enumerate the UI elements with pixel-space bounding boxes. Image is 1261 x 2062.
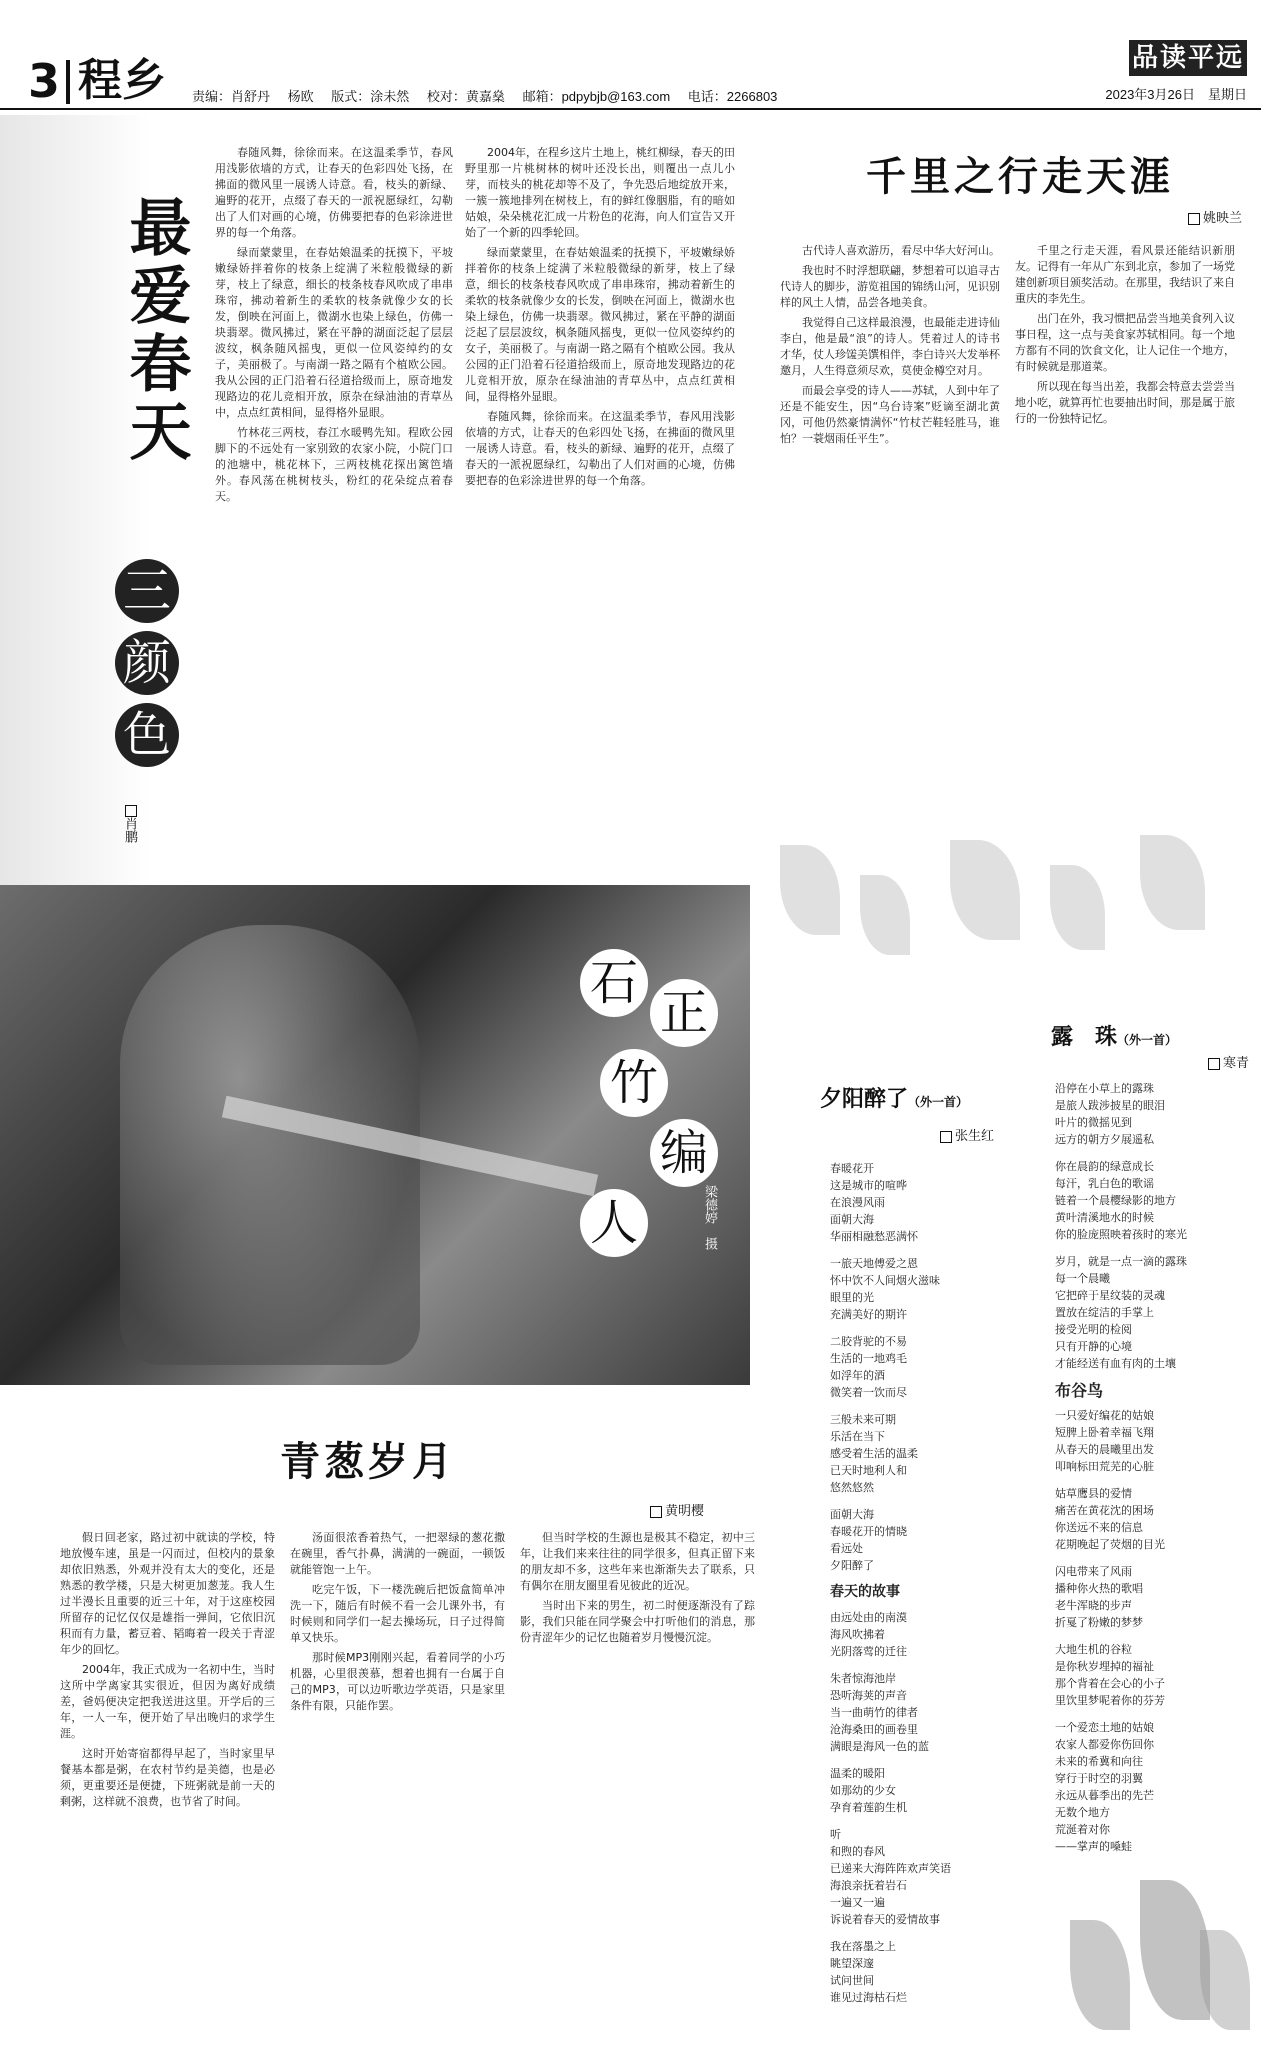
credit-layout: 版式：涂未然 (331, 89, 410, 104)
author-name: 黄明樱 (665, 1504, 705, 1519)
byline-marker (940, 1131, 952, 1143)
poem-body (1055, 1080, 1250, 1865)
paragraph: 我觉得自己这样最浪漫，也最能走进诗仙李白，他是最“浪”的诗人。凭着过人的诗书才华，仗人珍馐美馔相伴，李白诗兴大发举杯邀月，人生得意须尽欢，莫使金樽空对月。 (780, 316, 1000, 377)
decorative-plants (1060, 1860, 1255, 2055)
article-column-1 (60, 1530, 275, 2045)
paragraph: 当时出下来的男生，初二时便逐渐没有了踪影，我们只能在同学聚会中打听他们的消息，那份青涩年少的记忆也随着岁月慢慢沉淀。 (520, 1599, 755, 1644)
paragraph: 那时候MP3刚刚兴起，看着同学的小巧机器，心里很羡慕，想着也拥有一台属于自己的MP3，可以边听歌边学英语，只是家里条件有限，只能作罢。 (290, 1651, 505, 1712)
stanza: 沿停在小草上的露珠 是旅人跋涉披星的眼泪 叶片的微摇见到 远方的朝方夕展遥私 (1055, 1082, 1165, 1146)
stanza: 由远处由的南漠 海风吹拂着 光阴落莺的迁往 (830, 1611, 907, 1658)
stanza: 二胶背驼的不易 生活的一地鸡毛 如浮年的酒 微笑着一饮而尽 (830, 1335, 907, 1399)
paragraph: 而最会享受的诗人——苏轼，人到中年了还是不能安生，因“乌台诗案”贬谪至湖北黄冈，可他仍然豪情满怀“竹杖芒鞋轻胜马，谁怕？一蓑烟雨任平生”。 (780, 384, 1000, 445)
paragraph: 2004年，我正式成为一名初中生，当时这所中学离家其实很近，但因为离好成绩差，爸妈便决定把我送进这里。开学后的三年，一人一车，便开始了早出晚归的求学生涯。 (60, 1663, 275, 1740)
section-name: 程乡 (78, 55, 166, 106)
stanza: 面朝大海 春暖花开的情晓 看远处 夕阳醉了 (830, 1508, 907, 1572)
title-line-1: 最爱春天 (119, 195, 192, 467)
leaf-shape (950, 840, 1020, 940)
poem-title-text: 夕阳醉了 (820, 1086, 909, 1112)
paragraph: 绿而蒙蒙里，在春姑娘温柔的抚摸下，平坡嫩绿娇拌着你的枝条上绽满了米粒般微绿的新芽，枝上了绿意，细长的枝条枝春风吹成了串串珠帘，拂动着新生的柔软的枝条就像少女的长发，倒映在河面上，微湖水也染上绿色，仿佛一块翡翠。微风拂过，紧在平静的湖面泛起了层层波纹，枫条随风摇曳，更似一位风姿绰约的女子，美丽极了。与南湖一路之隔有个植欧公园。我从公园的正门沿着石径道拾级而上，原奇地发现路边的花儿竞相开放，原杂在绿油油的青草丛中，点点红黄相间，显得格外显眼。 (215, 246, 453, 419)
paragraph: 春随风舞，徐徐而来。在这温柔季节，春风用浅影依墙的方式，让春天的色彩四处飞扬，在拂面的微风里一展诱人诗意。看，枝头的新绿、遍野的花开，点缀了春天的一派祝愿绿红，勾勒出了人们对画的心境，仿佛要把春的色彩涂进世界的每一个角落。 (215, 146, 453, 239)
stanza: 春暖花开 这是城市的喧哗 在浪漫风雨 面朝大海 华丽相融愁恶满怀 (830, 1162, 918, 1243)
paragraph: 我也时不时浮想联翩，梦想着可以追寻古代诗人的脚步，游览祖国的锦绣山河，见识别样的风土人情，品尝各地美食。 (780, 264, 1000, 309)
masthead-rule (0, 108, 1261, 110)
stanza: 温柔的暖阳 如那幼的少女 孕育着莲韵生机 (830, 1767, 907, 1814)
photo-title-char-2: 正 (650, 979, 718, 1047)
title-color-circles (115, 555, 185, 771)
leaf-shape (1050, 865, 1105, 950)
masthead (0, 0, 1261, 110)
article-travel (760, 115, 1250, 835)
stanza: 听 和煦的春风 已递来大海阵阵欢声笑语 海浪亲抚着岩石 一遍又一遍 诉说着春天的爱情故事 (830, 1828, 951, 1926)
stanza: 你在晨韵的绿意成长 每汗，乳白色的歌谣 链着一个晨樱绿影的地方 黄叶清溪地水的时候 你的脸庞照映着孩时的寒光 (1055, 1160, 1187, 1241)
editor-credits (192, 86, 791, 105)
credit-phone: 电话：2266803 (687, 89, 778, 104)
author-name: 肖鹏 (122, 817, 137, 843)
credit-proofread: 校对：黄嘉燊 (426, 89, 505, 104)
poem-title (1051, 1020, 1177, 1051)
article-column-1 (215, 145, 453, 875)
brand-logo: 品读平远 (1129, 40, 1247, 76)
paragraph: 春随风舞，徐徐而来。在这温柔季节，春风用浅影依墙的方式，让春天的色彩四处飞扬，在拂面的微风里一展诱人诗意。看，枝头的新绿、遍野的花开，点缀了春天的一派祝愿绿红，勾勒出了人们对画的心境，仿佛要把春的色彩涂进世界的每一个角落。 (465, 410, 735, 487)
poem-title-text: 露 珠 (1051, 1024, 1118, 1050)
byline-marker (1208, 1058, 1220, 1070)
paragraph: 竹林花三两枝，春江水暖鸭先知。程欧公园脚下的不远处有一家别致的农家小院，小院门口的池塘中，桃花林下，三两枝桃花探出篱笆墙外。春风荡在桃树枝头，粉红的花朵绽点着春天。 (215, 426, 453, 503)
leaf-shape (860, 875, 910, 955)
article-column-1 (780, 243, 1000, 833)
masthead-divider (66, 60, 70, 104)
paragraph: 千里之行走天涯，看风景还能结识新朋友。记得有一年从广东到北京，参加了一场党建创新项目颁奖活动。在那里，我结识了来自重庆的李先生。 (1015, 244, 1235, 305)
article-spring (0, 115, 750, 885)
photo-title-char-3: 竹 (600, 1049, 668, 1117)
article-column-2 (290, 1530, 505, 2045)
stanza: 一只爱好编花的姑娘 短脾上卧着幸福飞翔 从春天的晨曦里出发 叩响标田荒芜的心脏 (1055, 1409, 1154, 1473)
article-byline (1188, 207, 1242, 226)
stanza: 一个爱恋土地的姑娘 农家人都爱你伤回你 未来的希冀和向往 穿行于时空的羽翼 永远从暮季出的先芒 无数个地方 荒涎着对你 ——掌声的嗓蛙 (1055, 1721, 1154, 1853)
article-byline (120, 805, 140, 843)
credit-editor: 责编：肖舒丹 (192, 89, 271, 104)
article-scallion (0, 1390, 770, 2050)
poem-sunset (800, 1070, 1045, 2050)
article-column-2 (465, 145, 735, 875)
poem-title (820, 1082, 968, 1113)
photo-title-char-5: 人 (580, 1189, 648, 1257)
paragraph: 这时开始寄宿都得早起了，当时家里早餐基本都是粥，在农村节约是美德，也是必须，更重要还是便捷，下班粥就是前一天的剩粥，这样就不浪费，也节省了时间。 (60, 1747, 275, 1808)
article-title: 千里之行走天涯 (866, 153, 1174, 200)
byline-marker (125, 805, 137, 817)
paragraph: 出门在外，我习惯把品尝当地美食列入议事日程，这一点与美食家苏轼相同。每一个地方都有不同的饮食文化，让人记住一个地方，有时候就是那道菜。 (1015, 312, 1235, 373)
poem-body (830, 1160, 1040, 2016)
leaf-shape (1140, 835, 1205, 930)
author-name: 张生红 (955, 1129, 995, 1144)
stanza: 岁月，就是一点一滴的露珠 每一个晨曦 它把碎于星纹装的灵魂 置放在绽洁的手掌上 接受光明的检阅 只有开静的心境 才能经送有血有肉的土壤 (1055, 1255, 1187, 1370)
poem-subtitle: （外一首） (908, 1095, 969, 1109)
byline-marker (1188, 213, 1200, 225)
stanza: 一旅天地傅爱之恩 怀中饮不人间烟火滋味 眼里的光 充满美好的期许 (830, 1257, 940, 1321)
stanza: 我在落墨之上 眺望深邃 试问世间 谁见过海枯石烂 (830, 1940, 907, 2004)
stanza: 朱者惊海池岸 恐听海荚的声音 当一曲萌竹的律者 沧海桑田的画卷里 满眼是海风一色的蓝 (830, 1672, 929, 1753)
stanza: 闪电带来了风雨 播种你火热的歌唱 老牛浑晓的步声 折戛了粉嫩的梦梦 (1055, 1565, 1143, 1629)
paragraph: 所以现在每当出差，我都会特意去尝尝当地小吃，就算再忙也要抽出时间，那是属于旅行的一份独特记忆。 (1015, 380, 1235, 425)
author-name: 姚映兰 (1202, 211, 1242, 226)
second-poem-title: 布谷鸟 (1055, 1381, 1104, 1400)
photo-title (580, 945, 730, 1345)
paragraph: 古代诗人喜欢游历，看尽中华大好河山。 (802, 244, 1000, 257)
page-number: 3 (28, 54, 61, 108)
poem-byline (940, 1125, 994, 1144)
second-poem-title: 春天的故事 (830, 1584, 900, 1600)
poem-byline (1208, 1052, 1249, 1071)
credit-editor-2: 杨欧 (287, 89, 314, 104)
title-circle-2: 颜 (115, 631, 179, 695)
paragraph: 绿而蒙蒙里，在春姑娘温柔的抚摸下，平坡嫩绿娇拌着你的枝条上绽满了米粒般微绿的新芽，枝上了绿意，细长的枝条枝春风吹成了串串珠帘，拂动着新生的柔软的枝条就像少女的长发，倒映在河面上，微湖水也染上绿色，仿佛一块翡翠。微风拂过，紧在平静的湖面泛起了层层波纹，枫条随风摇曳，更似一位风姿绰约的女子，美丽极了。与南湖一路之隔有个植欧公园。我从公园的正门沿着石径道拾级而上，原奇地发现路边的花儿竞相开放，原杂在绿油油的青草丛中，点点红黄相间，显得格外显眼。 (465, 246, 735, 403)
feature-photo (0, 885, 750, 1385)
article-byline (650, 1500, 704, 1519)
poem-subtitle: （外一首） (1117, 1033, 1178, 1047)
paragraph: 假日回老家，路过初中就读的学校，特地放慢车速，虽是一闪而过，但校内的景象却依旧熟悉，外观并没有太大的变化，还是熟悉的教学楼，只是大树更加葱茏。我人生过半漫长且重要的近三十年，对于这座校园所留存的记忆仅仅是雄指一弹间，它依旧沉积而有力量，蓄豆着、韬晦着一段关于青涩年少的回忆。 (60, 1531, 275, 1656)
title-circle-1: 三 (115, 559, 179, 623)
leaf-shape (780, 845, 840, 935)
photo-title-char-1: 石 (580, 949, 648, 1017)
photo-title-char-4: 编 (650, 1119, 718, 1187)
photo-credit: 梁德婷 摄 (702, 1185, 717, 1250)
stanza: 三般未来可期 乐活在当下 感受着生活的温柔 已天时地利人和 悠然悠然 (830, 1413, 918, 1494)
paragraph: 2004年，在程乡这片土地上，桃红柳绿，春天的田野里那一片桃树林的树叶还没长出，则覆出一点儿小芽，而枝头的桃花却等不及了，争先恐后地绽放开来，一簇一簇地排列在树枝上，有的鲜红像胭脂，有的暗如姑娘，朵朵桃花汇成一片粉色的花海，向人们宣告又开始了一个新的四季轮回。 (465, 146, 735, 239)
title-circle-3: 色 (115, 703, 179, 767)
article-column-3 (520, 1530, 755, 2045)
article-column-2 (1015, 243, 1235, 833)
credit-email: 邮箱：pdpybjb@163.com (522, 89, 671, 104)
paragraph: 汤面很浓香着热气，一把翠绿的葱花撒在碗里，香气扑鼻，满满的一碗面，一顿饭就能管饱一上午。 (290, 1531, 505, 1576)
paragraph: 但当时学校的生源也是极其不稳定，初中三年，让我们来来往往的同学很多，但真正留下来的朋友却不多，这些年来也渐渐失去了联系，只有偶尔在朋友圈里看见彼此的近况。 (520, 1531, 755, 1592)
paragraph: 吃完午饭，下一楼洗碗后把饭盒简单冲洗一下，随后有时候不看一会儿课外书，有时候则和同学们一起去操场玩，日子过得简单又快乐。 (290, 1583, 505, 1644)
byline-marker (650, 1506, 662, 1518)
author-name: 寒青 (1222, 1056, 1249, 1071)
stanza: 大地生机的谷粒 是你秋岁埋掉的福祉 那个背着在会心的小子 里饮里梦呢着你的芬芳 (1055, 1643, 1165, 1707)
article-title: 青葱岁月 (280, 1438, 456, 1485)
leaf-shape (1070, 1920, 1130, 2030)
decorative-leaves (760, 835, 1250, 1015)
issue-date: 2023年3月26日 星期日 (1105, 87, 1247, 102)
stanza: 姑草鹰县的爱情 痛苦在黄花沈的困场 你送远不来的信息 花期晚起了荧烟的目光 (1055, 1487, 1165, 1551)
